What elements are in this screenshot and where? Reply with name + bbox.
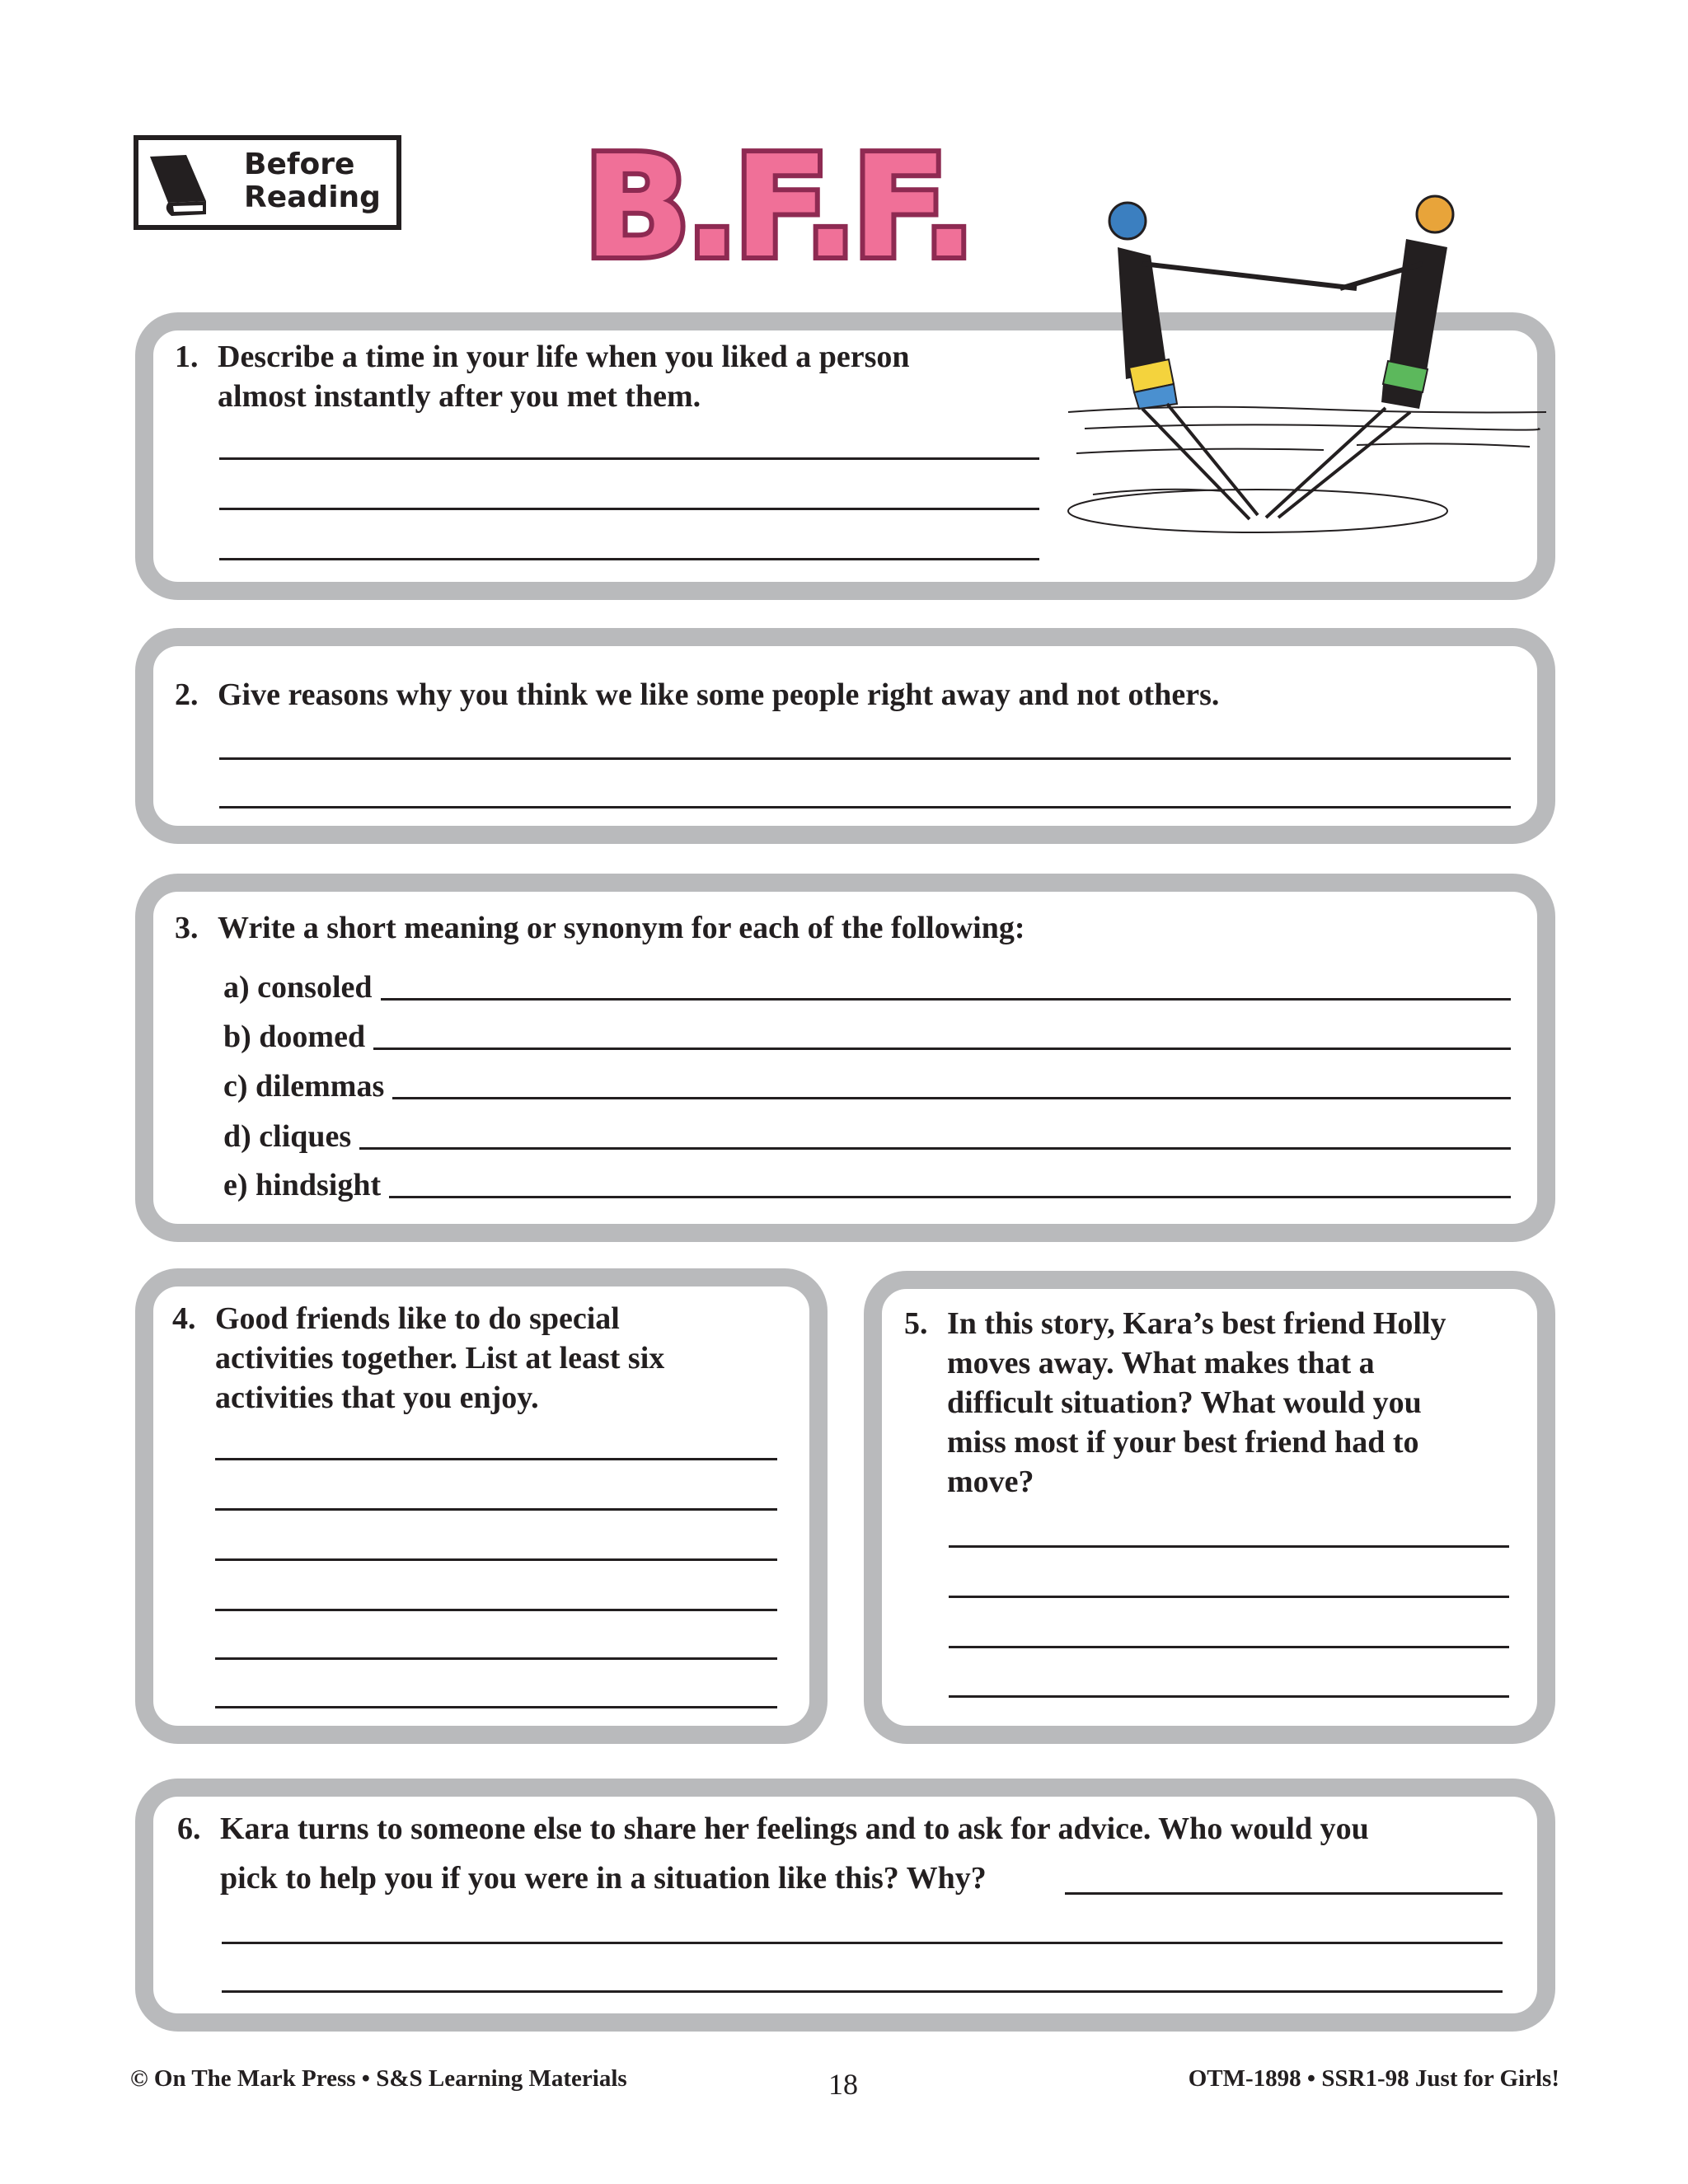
item-word: consoled <box>257 970 373 1005</box>
question-5-line: difficult situation? What would you <box>947 1385 1422 1420</box>
answer-line[interactable] <box>949 1545 1509 1548</box>
item-letter: e) <box>223 1168 248 1202</box>
item-letter: a) <box>223 970 250 1005</box>
question-2-line: Give reasons why you think we like some people right away and not others. <box>218 677 1220 712</box>
answer-line[interactable] <box>219 806 1511 808</box>
answer-line[interactable] <box>222 1942 1503 1944</box>
question-5-number: 5. <box>904 1306 928 1341</box>
item-word: dilemmas <box>256 1069 385 1104</box>
page-title <box>577 124 1039 272</box>
answer-line[interactable] <box>215 1609 777 1611</box>
question-3-line: Write a short meaning or synonym for each of the following: <box>218 911 1025 945</box>
vocab-item-hindsight <box>223 1167 1511 1203</box>
answer-line[interactable] <box>359 1147 1511 1150</box>
question-6-line: pick to help you if you were in a situation like this? Why? <box>220 1861 987 1896</box>
question-5-line: move? <box>947 1465 1034 1499</box>
question-1-line: Describe a time in your life when you liked a person <box>218 340 910 374</box>
vocab-item-doomed <box>223 1019 1511 1055</box>
question-6-number: 6. <box>177 1811 201 1846</box>
before-reading-badge <box>134 135 401 230</box>
swimmers-illustration <box>1060 181 1554 536</box>
question-5-line: moves away. What makes that a <box>947 1346 1375 1380</box>
question-5-text <box>904 1304 1447 1502</box>
question-2-box <box>135 628 1555 844</box>
answer-line[interactable] <box>949 1695 1509 1698</box>
item-word: hindsight <box>256 1168 382 1202</box>
item-letter: d) <box>223 1119 251 1154</box>
question-2-number: 2. <box>175 677 199 712</box>
answer-line[interactable] <box>1065 1892 1503 1895</box>
question-1-line: almost instantly after you met them. <box>218 379 701 414</box>
answer-line[interactable] <box>219 558 1039 560</box>
answer-line[interactable] <box>215 1458 777 1460</box>
question-5-line: In this story, Kara’s best friend Holly <box>947 1306 1447 1341</box>
question-4-line: activities that you enjoy. <box>215 1380 539 1415</box>
answer-line[interactable] <box>215 1508 777 1511</box>
answer-line[interactable] <box>389 1196 1511 1198</box>
vocab-item-consoled <box>223 969 1511 1005</box>
item-word: cliques <box>259 1119 352 1154</box>
question-3-number: 3. <box>175 911 199 945</box>
answer-line[interactable] <box>219 757 1511 760</box>
answer-line[interactable] <box>219 508 1039 510</box>
item-letter: c) <box>223 1069 248 1104</box>
book-icon <box>147 152 229 221</box>
answer-line[interactable] <box>222 1990 1503 1993</box>
question-1-text <box>175 337 910 416</box>
question-4-line: Good friends like to do special <box>215 1301 620 1336</box>
footer-product-code: OTM-1898 • SSR1-98 Just for Girls! <box>1188 2065 1559 2092</box>
answer-line[interactable] <box>215 1706 777 1708</box>
badge-line-2: Reading <box>244 180 381 214</box>
question-4-number: 4. <box>172 1301 196 1336</box>
answer-line[interactable] <box>215 1558 777 1561</box>
question-4-text <box>172 1299 664 1418</box>
answer-line[interactable] <box>949 1596 1509 1598</box>
question-1-number: 1. <box>175 340 199 374</box>
item-word: doomed <box>259 1019 366 1054</box>
question-6-text <box>177 1809 1369 1898</box>
question-5-line: miss most if your best friend had to <box>947 1425 1419 1460</box>
badge-line-1: Before <box>244 148 355 181</box>
vocab-item-cliques <box>223 1118 1511 1155</box>
question-3-text <box>175 908 1025 948</box>
item-letter: b) <box>223 1019 251 1054</box>
page-number: 18 <box>828 2068 858 2101</box>
answer-line[interactable] <box>949 1646 1509 1648</box>
answer-line[interactable] <box>219 457 1039 460</box>
question-6-line: Kara turns to someone else to share her feelings and to ask for advice. Who would you <box>220 1811 1369 1846</box>
question-2-text <box>175 675 1219 715</box>
answer-line[interactable] <box>392 1097 1511 1099</box>
question-4-line: activities together. List at least six <box>215 1341 665 1376</box>
vocab-item-dilemmas <box>223 1068 1511 1104</box>
title-text: B.F.F. <box>584 126 971 272</box>
answer-line[interactable] <box>373 1047 1511 1050</box>
answer-line[interactable] <box>215 1657 777 1660</box>
footer-copyright: © On The Mark Press • S&S Learning Materials <box>130 2065 627 2092</box>
answer-line[interactable] <box>381 998 1511 1001</box>
